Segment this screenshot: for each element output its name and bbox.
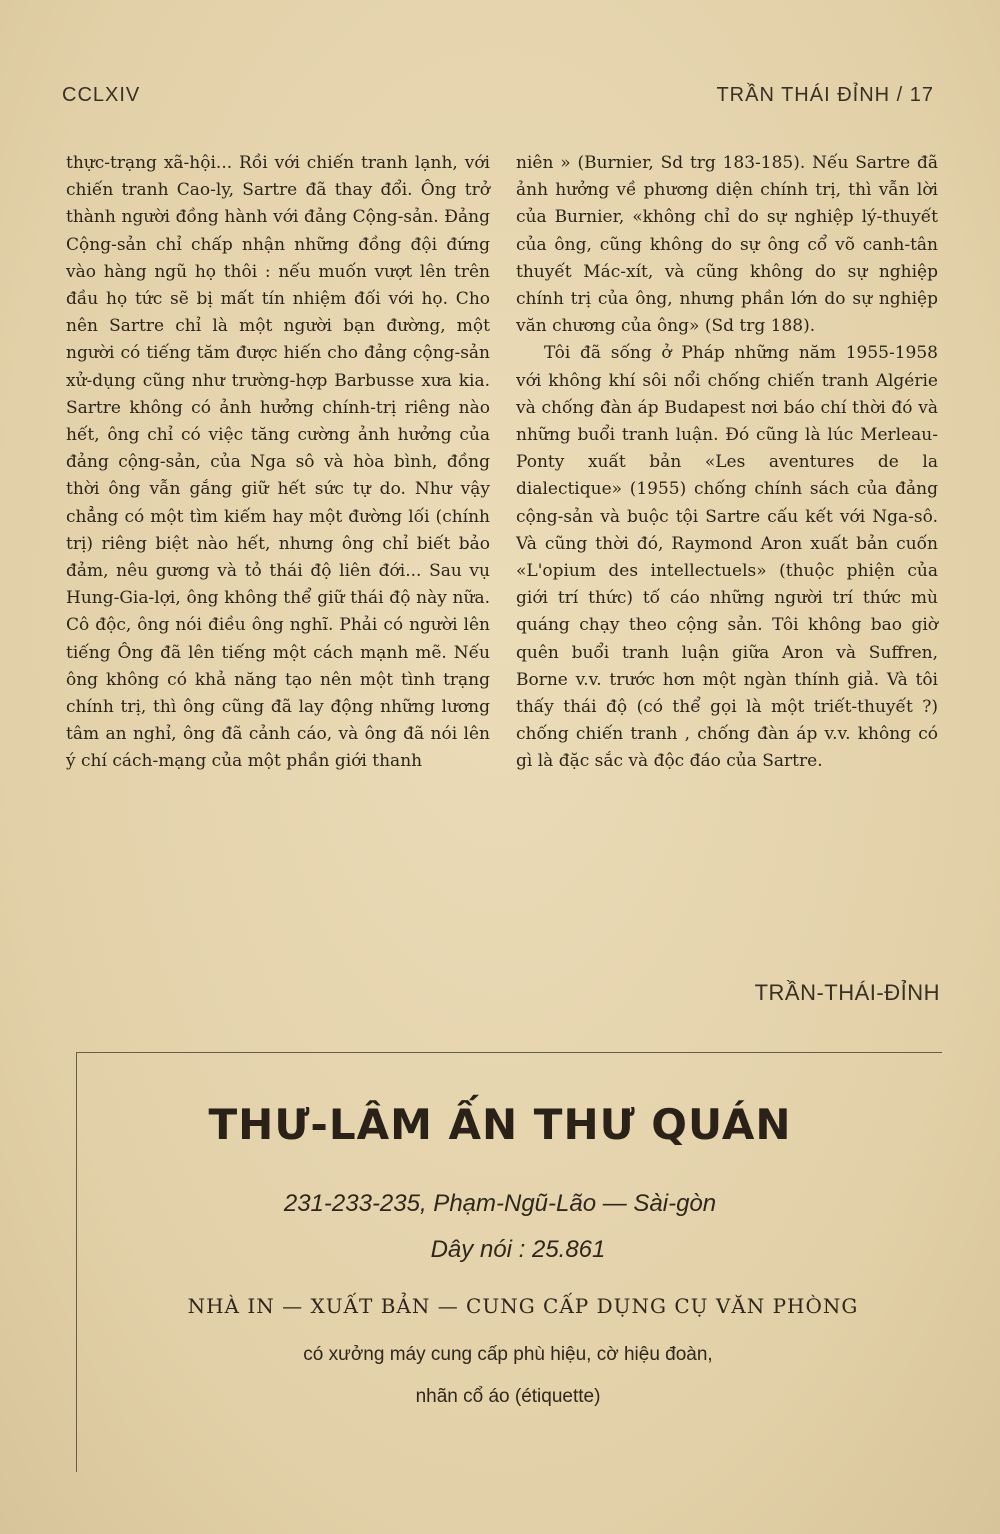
ad-address: 231-233-235, Phạm-Ngũ-Lão — Sài-gòn xyxy=(283,1190,717,1217)
ad-description-line-2: nhãn cổ áo (étiquette) xyxy=(415,1386,601,1407)
ad-phone: Dây nói : 25.861 xyxy=(430,1236,606,1263)
page-header xyxy=(62,84,934,118)
right-column xyxy=(516,150,938,776)
right-paragraph-1: niên » (Burnier, Sd trg 183-185). Nếu Sartre đã ảnh hưởng về phương diện chính trị, thì vẫn lời của Burnier, «không chỉ do sự nghiệp lý-thuyết của ông, cũng không do sự ông cổ võ canh-tân thuyết Mác-xít, và cũng không do sự nghiệp chính trị của ông, nhưng phần lớn do sự nghiệp văn chương của ông» (Sd trg 188). xyxy=(516,153,938,337)
ad-title: THƯ-LÂM ẤN THƯ QUÁN xyxy=(208,1100,792,1149)
left-paragraph-1: thực-trạng xã-hội... Rồi với chiến tranh lạnh, với chiến tranh Cao-ly, Sartre đã thay đổi. Ông trở thành người đồng hành với đảng Cộng-sản. Đảng Cộng-sản chỉ chấp nhận những đồng đội đứng vào hàng ngũ họ thôi : nếu muốn vượt lên trên đầu họ tức sẽ bị mất tín nhiệm đối với họ. Cho nên Sartre chỉ là một người bạn đường, một người có tiếng tăm được hiến cho đảng cộng-sản xử-dụng cũng như trường-hợp Barbusse xưa kia. Sartre không có ảnh hưởng chính-trị riêng nào hết, ông chỉ có việc tăng cường ảnh hưởng của đảng cộng-sản, của Nga sô và hòa bình, đồng thời ông vẫn gắng giữ hết sức tự do. Như vậy chẳng có một tìm kiếm hay một đường lối (chính trị) riêng biệt nào hết, nhưng ông chỉ biết bảo đảm, nêu gương và tỏ thái độ liên đới... Sau vụ Hung-Gia-lợi, ông không thể giữ thái độ này nữa. Cô độc, ông nói điều ông nghĩ. Phải có người lên tiếng Ông đã lên tiếng một cách mạnh mẽ. Nếu ông không có khả năng tạo nên một tình trạng chính trị, thì ông cũng đã lay động những lương tâm an nghỉ, ông đã cảnh cáo, và ông đã nói lên ý chí cách-mạng của một phần giới thanh xyxy=(66,153,490,772)
left-column xyxy=(66,150,490,776)
right-paragraph-2: Tôi đã sống ở Pháp những năm 1955-1958 với không khí sôi nổi chống chiến tranh Algérie và chống đàn áp Budapest nơi báo chí thời đó và những buổi tranh luận. Đó cũng là lúc Merleau-Ponty xuất bản «Les aventures de la dialectique» (1955) chống chính sách của đảng cộng-sản và buộc tội Sartre cấu kết với Nga-sô. Và cũng thời đó, Raymond Aron xuất bản cuốn «L'opium des intellectuels» (thuộc phiện của giới trí thức) tố cáo những người trí thức mù quáng chạy theo cộng sản. Tôi không bao giờ quên buổi tranh luận giữa Aron và Suffren, Borne v.v. trước hơn một ngàn thính giả. Và tôi thấy thái độ (có thể gọi là một triết-thuyết ?) chống chiến tranh , chống đàn áp v.v. không có gì là đặc sắc và độc đáo của Sartre. xyxy=(516,343,938,772)
running-title: TRẦN THÁI ĐỈNH / 17 xyxy=(716,84,934,106)
ad-services: NHÀ IN — XUẤT BẢN — CUNG CẤP DỤNG CỤ VĂN PHÒNG xyxy=(187,1294,859,1318)
issue-number: CCLXIV xyxy=(62,84,141,106)
ad-top-rule xyxy=(76,1052,942,1053)
author-signature: TRẦN-THÁI-ĐỈNH xyxy=(754,980,940,1005)
ad-description-line-1: có xưởng máy cung cấp phù hiệu, cờ hiệu đoàn, xyxy=(303,1344,713,1365)
